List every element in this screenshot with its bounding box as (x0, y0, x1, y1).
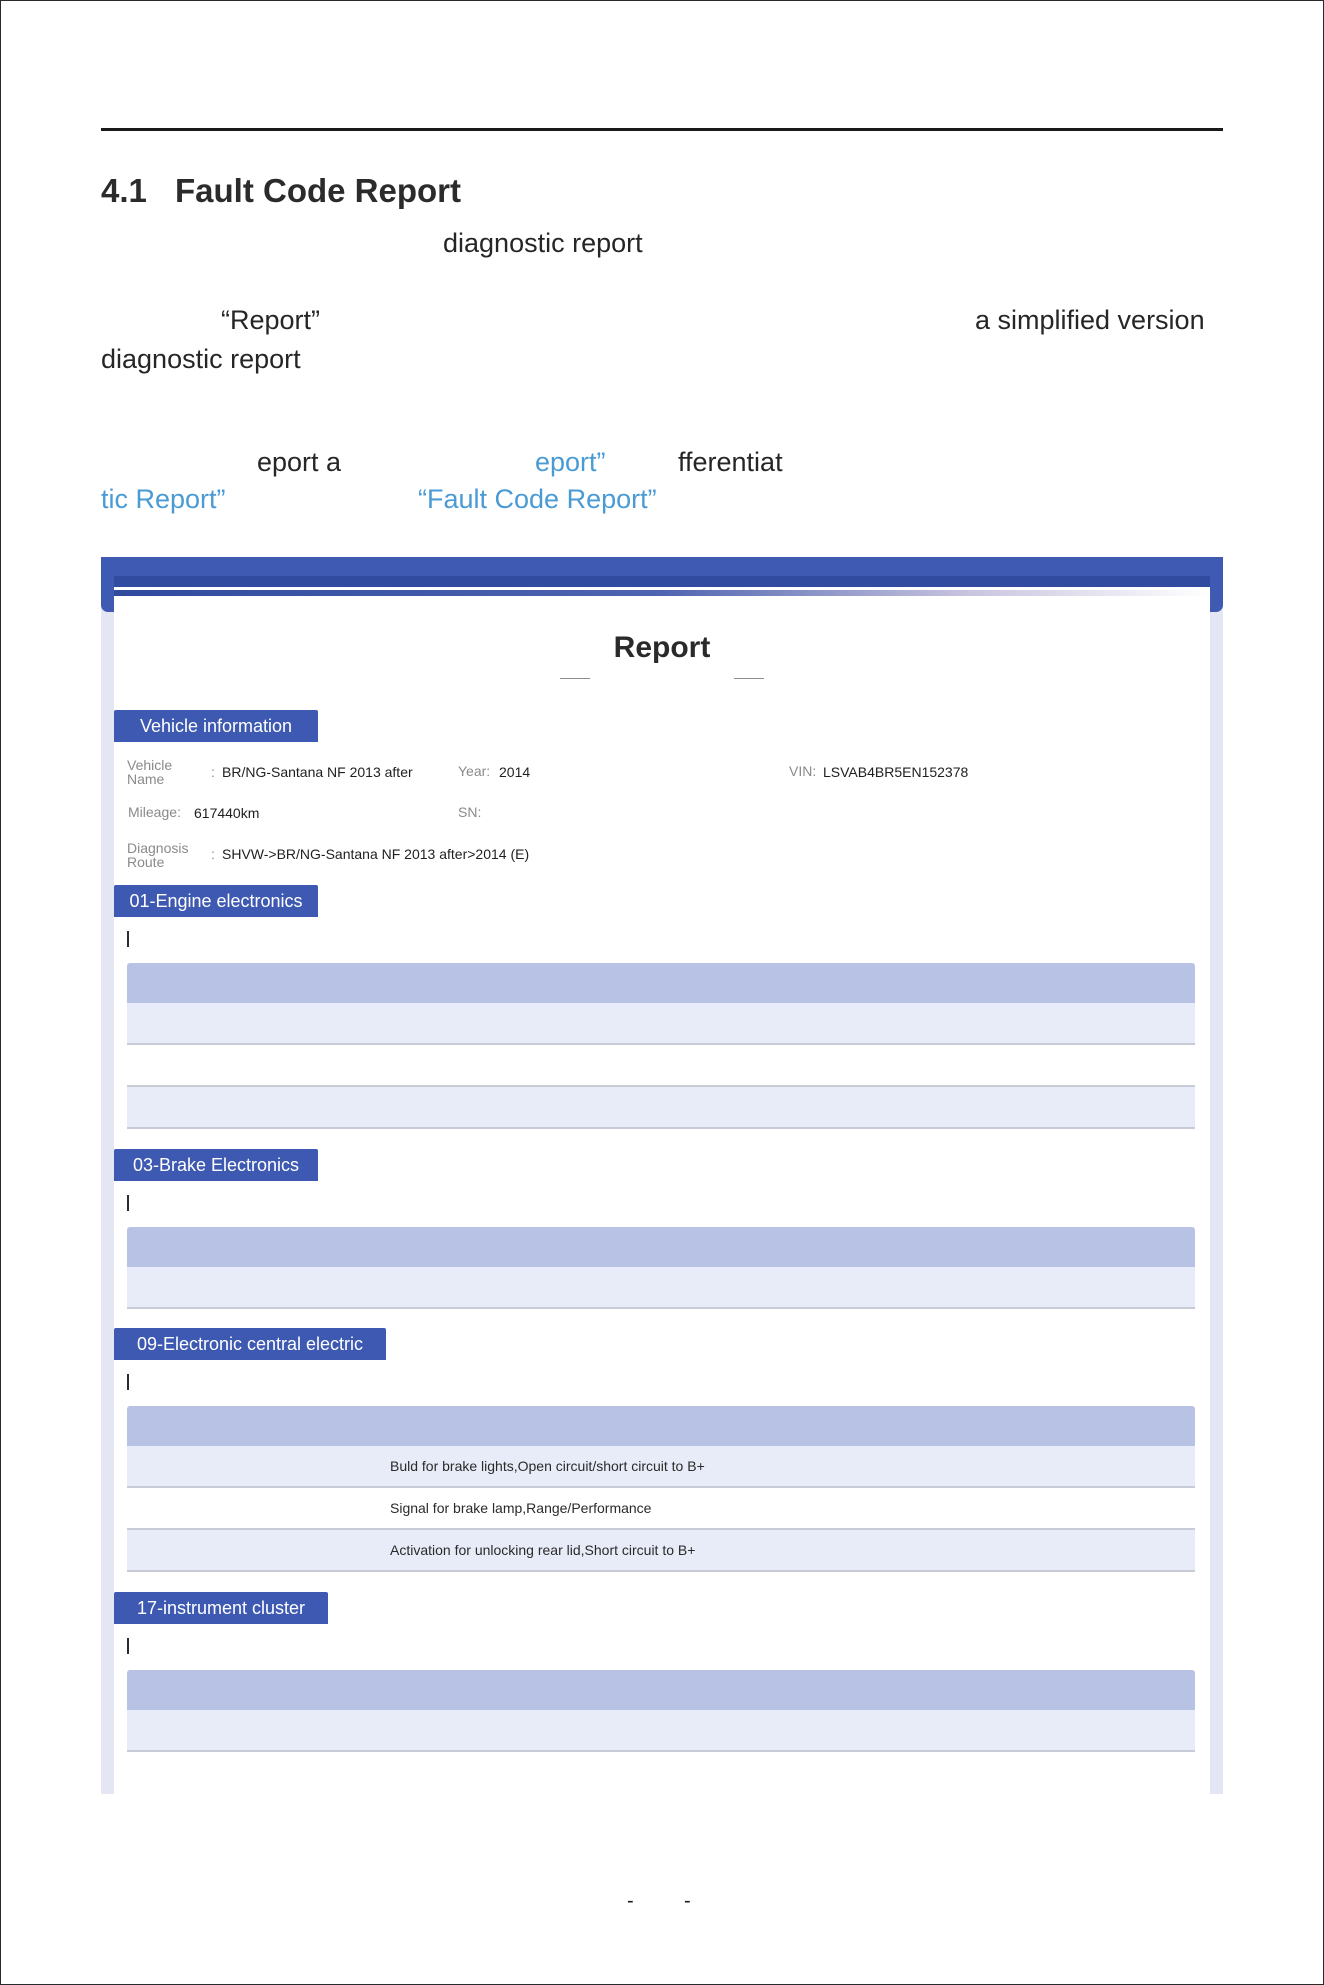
vin-value: LSVAB4BR5EN152378 (823, 764, 969, 780)
field-separator: : (211, 846, 215, 862)
text-fragment: “Report” (221, 305, 321, 335)
page-number-dash-right: - (684, 1890, 691, 1912)
text-fragment: fferentiat (678, 447, 783, 477)
vin-label: VIN: (789, 763, 817, 779)
section-marker (127, 1638, 129, 1654)
table-row (127, 1267, 1195, 1309)
page-number-dash-left: - (627, 1890, 634, 1912)
mileage-label: Mileage: (128, 804, 181, 820)
section-marker (127, 1374, 129, 1390)
engine-fault-table (127, 963, 1195, 1129)
year-label: Year: (458, 763, 491, 779)
table-header (127, 1227, 1195, 1267)
text-fragment: diagnostic report (101, 344, 301, 374)
section-marker (127, 931, 129, 947)
report-sheet (114, 576, 1210, 1794)
report-top-bar (114, 576, 1210, 587)
instrument-cluster-fault-table (127, 1670, 1195, 1752)
vehicle-info-tag: Vehicle information (114, 710, 318, 742)
brake-fault-table (127, 1227, 1195, 1309)
report-title: Report (613, 631, 711, 664)
text-fragment: diagnostic report (443, 228, 643, 258)
link-fragment[interactable]: eport” (535, 447, 606, 477)
central-electric-fault-table (127, 1406, 1195, 1572)
sn-label: SN: (458, 804, 482, 820)
link-fragment[interactable]: “Fault Code Report” (418, 484, 657, 514)
mileage-value: 617440km (194, 805, 260, 821)
section-tag-central-electric: 09-Electronic central electric (114, 1328, 386, 1360)
table-row (127, 1003, 1195, 1045)
diagnosis-route-label: Diagnosis Route (127, 840, 189, 870)
fault-description: Activation for unlocking rear lid,Short circuit to B+ (390, 1542, 696, 1558)
header-rule (101, 128, 1223, 131)
vehicle-name-value: BR/NG-Santana NF 2013 after (222, 764, 413, 780)
table-header (127, 963, 1195, 1003)
fault-description: Signal for brake lamp,Range/Performance (390, 1500, 652, 1516)
section-tag-brake: 03-Brake Electronics (114, 1149, 318, 1181)
text-fragment: eport a (257, 447, 342, 477)
table-header (127, 1406, 1195, 1446)
section-title: Fault Code Report (175, 172, 461, 209)
field-separator: : (211, 764, 215, 780)
report-gradient-strip (114, 590, 1210, 596)
report-frame (101, 557, 1223, 1794)
fault-description: Buld for brake lights,Open circuit/short circuit to B+ (390, 1458, 705, 1474)
table-header (127, 1670, 1195, 1710)
table-row (127, 1488, 1195, 1530)
diagnosis-route-value: SHVW->BR/NG-Santana NF 2013 after>2014 (E) (222, 846, 530, 862)
section-tag-instrument-cluster: 17-instrument cluster (114, 1592, 328, 1624)
table-row (127, 1530, 1195, 1572)
section-number: 4.1 (101, 172, 147, 209)
table-row (127, 1446, 1195, 1488)
table-row (127, 1087, 1195, 1129)
text-fragment: a simplified version (975, 305, 1205, 335)
year-value: 2014 (499, 764, 531, 780)
vehicle-name-label: Vehicle Name (127, 757, 173, 787)
section-marker (127, 1195, 129, 1211)
link-fragment[interactable]: tic Report” (101, 484, 226, 514)
table-row (127, 1710, 1195, 1752)
title-underline-left (560, 678, 590, 679)
section-tag-engine: 01-Engine electronics (114, 885, 318, 917)
section-heading (101, 172, 461, 210)
title-underline-right (734, 678, 764, 679)
table-row (127, 1045, 1195, 1087)
